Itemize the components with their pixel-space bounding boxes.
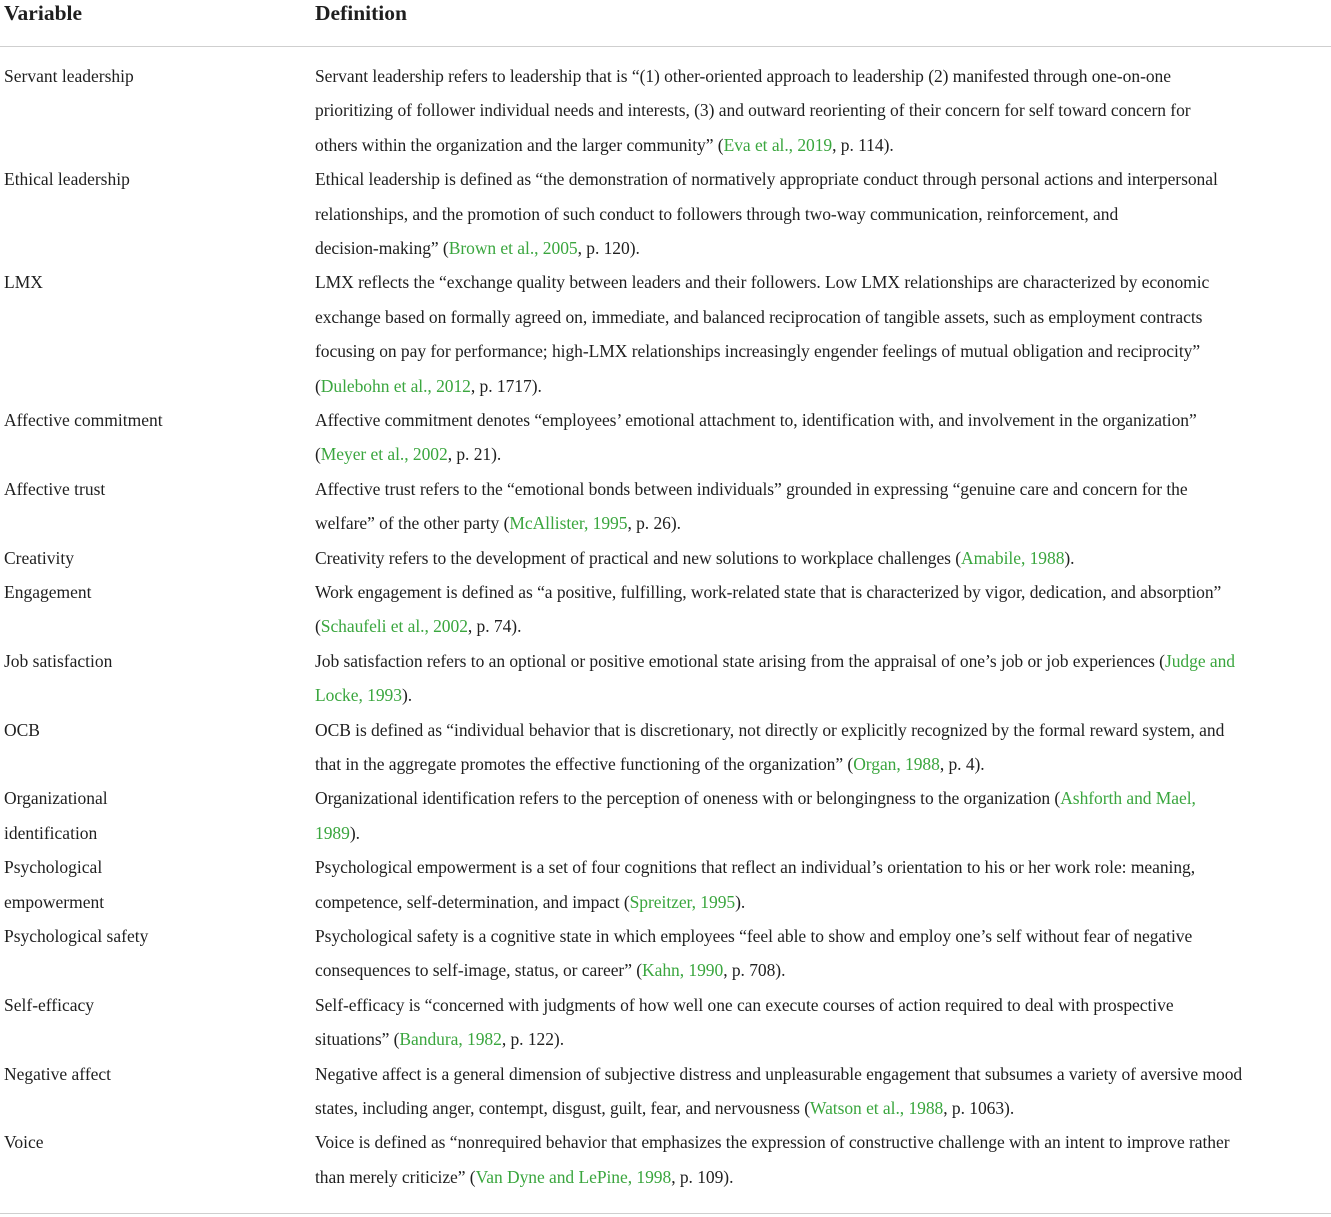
definition-line [315,197,1331,231]
variable-text: Affective commitment [4,410,163,430]
definition-line [315,919,1331,953]
variable-text: Organizational [4,788,108,809]
citation-link[interactable]: Organ, 1988 [853,754,940,774]
definition-text: , p. 120). [577,238,640,258]
definition-text: exchange based on formally agreed on, immediate, and balanced reciprocation of tangible assets, such as employment contracts [315,306,1203,327]
variable-cell [4,644,294,678]
variable-text: identification [4,822,98,843]
variable-cell [4,265,294,299]
definition-text: Self-efficacy is “concerned with judgments of how well one can execute courses of action required to deal with prospective [315,994,1174,1015]
variable-cell [4,541,294,575]
variable-cell [4,403,294,437]
table-bottom-divider [0,1213,1331,1214]
citation-link[interactable]: Eva et al., 2019 [723,134,833,155]
definition-line [315,644,1331,678]
variable-cell [4,850,294,919]
definition-cell [315,988,1331,1057]
definition-text: Ethical leadership is defined as “the demonstration of normatively appropriate conduct through personal actions and interpersonal [315,169,1218,190]
definition-cell [315,713,1331,782]
definition-line [315,231,1331,265]
definition-cell [315,472,1331,541]
citation-link[interactable]: Brown et al., 2005 [448,238,578,258]
definition-text: consequences to self-image, status, or career” ( [315,960,643,981]
variable-text: Engagement [4,582,92,602]
definition-text: Work engagement is defined as “a positive, fulfilling, work-related state that is characterized by vigor, dedication, and absorption” [315,582,1222,602]
variable-cell [4,575,294,609]
variable-text: Creativity [4,547,74,568]
definition-text: , p. 122). [501,1029,565,1050]
variable-cell [4,59,294,93]
citation-link[interactable]: Watson et al., 1988 [810,1098,944,1118]
definition-cell [315,644,1331,713]
definition-line [315,953,1331,987]
definition-line [315,506,1331,540]
variable-text: Affective trust [4,478,106,499]
variable-cell [4,781,294,850]
definition-text: Psychological empowerment is a set of four cognitions that reflect an individual’s orientation to his or her work role: meaning, [315,857,1196,878]
definition-text: , p. 74). [467,616,522,637]
definition-line [315,128,1331,162]
variable-cell [4,1125,294,1159]
definition-line [315,678,1331,712]
variable-text: LMX [4,272,43,293]
definition-text: ). [1064,547,1075,568]
definition-text: , p. 4). [939,754,985,774]
citation-link[interactable]: Spreitzer, 1995 [629,891,736,912]
citation-link[interactable]: Kahn, 1990 [642,960,724,981]
definition-line [315,747,1331,781]
citation-link[interactable]: Ashforth and Mael, [1060,788,1196,809]
definition-line [315,816,1331,850]
definition-text: Servant leadership refers to leadership that is “(1) other-oriented approach to leadership (2) manifested through one-on-one [315,66,1171,86]
definition-line [315,988,1331,1022]
definition-text: Voice is defined as “nonrequired behavior that emphasizes the expression of constructive challenge with an intent to improve rather [315,1132,1230,1153]
definition-line [315,575,1331,609]
definition-cell [315,162,1331,265]
definition-text: , p. 114). [832,134,894,155]
definition-text: relationships, and the promotion of such conduct to followers through two-way communication, reinforcement, and [315,203,1119,224]
variable-text: Self-efficacy [4,994,95,1015]
definition-text: than merely criticize” ( [315,1166,476,1187]
definition-line [315,59,1331,93]
definition-text: Affective commitment denotes “employees’ emotional attachment to, identification with, and involvement in the organization” [315,410,1197,430]
definition-text: Creativity refers to the development of practical and new solutions to workplace challenges ( [315,547,962,568]
variable-cell [4,988,294,1022]
table-header [0,0,1331,40]
definition-line [315,265,1331,299]
definition-line [315,850,1331,884]
definition-line [315,93,1331,127]
definition-text: Affective trust refers to the “emotional bonds between individuals” grounded in expressing “genuine care and concern for the [315,478,1188,499]
variable-text: Servant leadership [4,66,134,86]
definition-text: , p. 1063). [943,1098,1015,1118]
definition-cell [315,265,1331,403]
variable-cell [4,713,294,747]
definition-cell [315,850,1331,919]
variable-cell [4,1057,294,1091]
definition-line [315,1057,1331,1091]
definition-line [315,713,1331,747]
citation-link[interactable]: Locke, 1993 [315,685,402,706]
definition-cell [315,1057,1331,1126]
variable-text: Negative affect [4,1063,112,1084]
citation-link[interactable]: Judge and [1164,650,1235,671]
definition-text: states, including anger, contempt, disgust, guilt, fear, and nervousness ( [315,1098,810,1118]
definition-line [315,437,1331,471]
definition-text: OCB is defined as “individual behavior that is discretionary, not directly or explicitly recognized by the formal reward system, and [315,719,1225,740]
variable-cell [4,162,294,196]
definition-text: others within the organization and the larger community” ( [315,134,724,155]
variable-text: Job satisfaction [4,650,113,671]
header-variable: Variable [4,1,83,25]
definition-text: Psychological safety is a cognitive state in which employees “feel able to show and employ one’s self without fear of negative [315,926,1193,946]
definition-text: Organizational identification refers to the perception of oneness with or belongingness to the organization ( [315,788,1061,809]
definition-line [315,609,1331,643]
definition-text: that in the aggregate promotes the effective functioning of the organization” ( [315,754,854,774]
variable-cell [4,919,294,953]
variable-text: Psychological [4,857,103,878]
definition-line [315,334,1331,368]
definition-cell [315,403,1331,472]
definition-cell [315,541,1331,575]
citation-link[interactable]: 1989 [315,822,350,843]
definition-cell [315,575,1331,644]
definition-text: , p. 26). [627,513,681,534]
definition-text: Negative affect is a general dimension of subjective distress and unpleasurable engagement that subsumes a variety of aversive mood [315,1063,1243,1084]
citation-link[interactable]: Van Dyne and LePine, 1998 [475,1166,672,1187]
definition-line [315,403,1331,437]
definition-line [315,781,1331,815]
definition-text: focusing on pay for performance; high-LMX relationships increasingly engender feelings of mutual obligation and reciprocity” [315,341,1201,362]
variable-cell [4,472,294,506]
definition-text: welfare” of the other party ( [315,513,510,534]
citation-link[interactable]: McAllister, 1995 [509,513,628,534]
definition-line [315,541,1331,575]
definition-line [315,369,1331,403]
definition-cell [315,1125,1331,1194]
definition-line [315,162,1331,196]
definition-text: prioritizing of follower individual needs and interests, (3) and outward reorienting of their concern for self toward concern for [315,100,1191,121]
definition-line [315,300,1331,334]
definition-cell [315,919,1331,988]
definition-text: , p. 21). [447,444,502,465]
definition-text: ). [349,822,360,843]
citation-link[interactable]: Schaufeli et al., 2002 [320,616,468,637]
definition-text: ( [315,375,321,396]
definition-text: , p. 708). [723,960,786,981]
citation-link[interactable]: Meyer et al., 2002 [320,444,448,465]
definition-text: ). [735,891,746,912]
definition-line [315,885,1331,919]
citation-link[interactable]: Bandura, 1982 [399,1029,502,1050]
definition-line [315,1022,1331,1056]
definition-text: , p. 1717). [470,375,542,396]
definition-text: ( [315,616,321,637]
variable-text: empowerment [4,891,105,912]
variable-text: Psychological safety [4,926,149,946]
variable-text: Voice [4,1132,44,1153]
definition-text: ( [315,444,321,465]
variable-text: Ethical leadership [4,169,130,190]
variable-text: OCB [4,719,40,740]
citation-link[interactable]: Dulebohn et al., 2012 [320,375,471,396]
definition-text: situations” ( [315,1029,400,1050]
definition-line [315,472,1331,506]
definition-text: , p. 109). [671,1166,734,1187]
definition-text: competence, self-determination, and impact ( [315,891,630,912]
definition-line [315,1125,1331,1159]
definition-text: ). [401,685,413,706]
definition-text: decision-making” ( [315,238,449,258]
header-divider [0,46,1331,47]
definition-cell [315,781,1331,850]
definition-line [315,1091,1331,1125]
definition-text: LMX reflects the “exchange quality between leaders and their followers. Low LMX relationships are characterized by economic [315,272,1210,293]
citation-link[interactable]: Amabile, 1988 [961,547,1065,568]
definition-text: Job satisfaction refers to an optional or positive emotional state arising from the appraisal of one’s job or job experiences ( [315,650,1165,671]
definition-cell [315,59,1331,162]
definition-line [315,1160,1331,1194]
header-definition: Definition [315,1,407,25]
